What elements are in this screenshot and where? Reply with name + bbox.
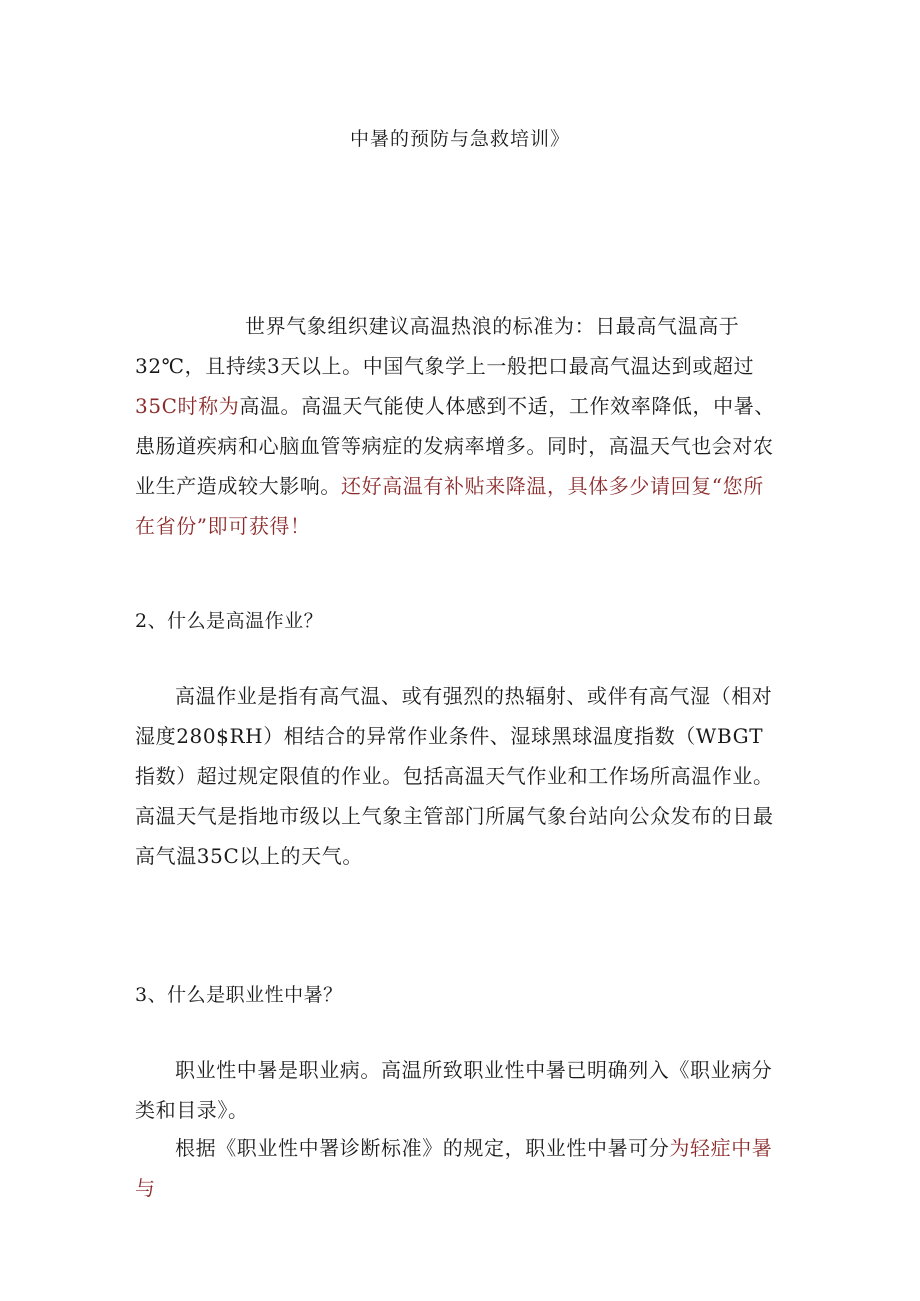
section-heading-high-temp-work: 2、什么是高温作业？ bbox=[135, 610, 324, 632]
paragraph-high-temp-work: 高温作业是指有高气温、或有强烈的热辐射、或伴有高气湿（相对湿度280$RH）相结合的异常作业条件、湿球黑球温度指数（WBGT指数）超过规定限值的作业。包括高温天气作业和工作场所高温作业。高温天气是指地市级以上气象主管部门所属气象台站向公众发布的日最高气温35C以上的天气。 bbox=[135, 684, 774, 868]
paragraph-heatwave-standard bbox=[135, 306, 775, 546]
highlight-text: 35C时称为 bbox=[135, 394, 240, 418]
highlight-text: 为轻症中暑与 bbox=[135, 1136, 773, 1200]
paragraph-text: 根据《职业性中署诊断标准》的规定，职业性中暑可分 bbox=[175, 1136, 670, 1160]
section-heading-occupational-heatstroke: 3、什么是职业性中暑？ bbox=[135, 984, 343, 1006]
paragraph-text: 世界气象组织建议高温热浪的标准为：日最高气温高于32℃，且持续3天以上。中国气象学上一般把口最高气温达到或超过 bbox=[135, 314, 755, 378]
paragraph-occupational-disease: 职业性中暑是职业病。高温所致职业性中暑已明确列入《职业病分类和目录》。 bbox=[135, 1058, 773, 1122]
promo-text: 还好高温有补贴来降温，具体多少请回复“您所在省份”即可获得！ bbox=[135, 474, 764, 538]
document-title: 中暑的预防与急救培训》 bbox=[349, 128, 570, 150]
paragraph-diagnosis-standard bbox=[135, 1128, 775, 1208]
paragraph-text: 高温。高温天气能使人体感到不适，工作效率降低，中暑、患肠道疾病和心脑血管等病症的发病率增多。同时，高温天气也会对农业生产造成较大影响。 bbox=[135, 394, 775, 498]
